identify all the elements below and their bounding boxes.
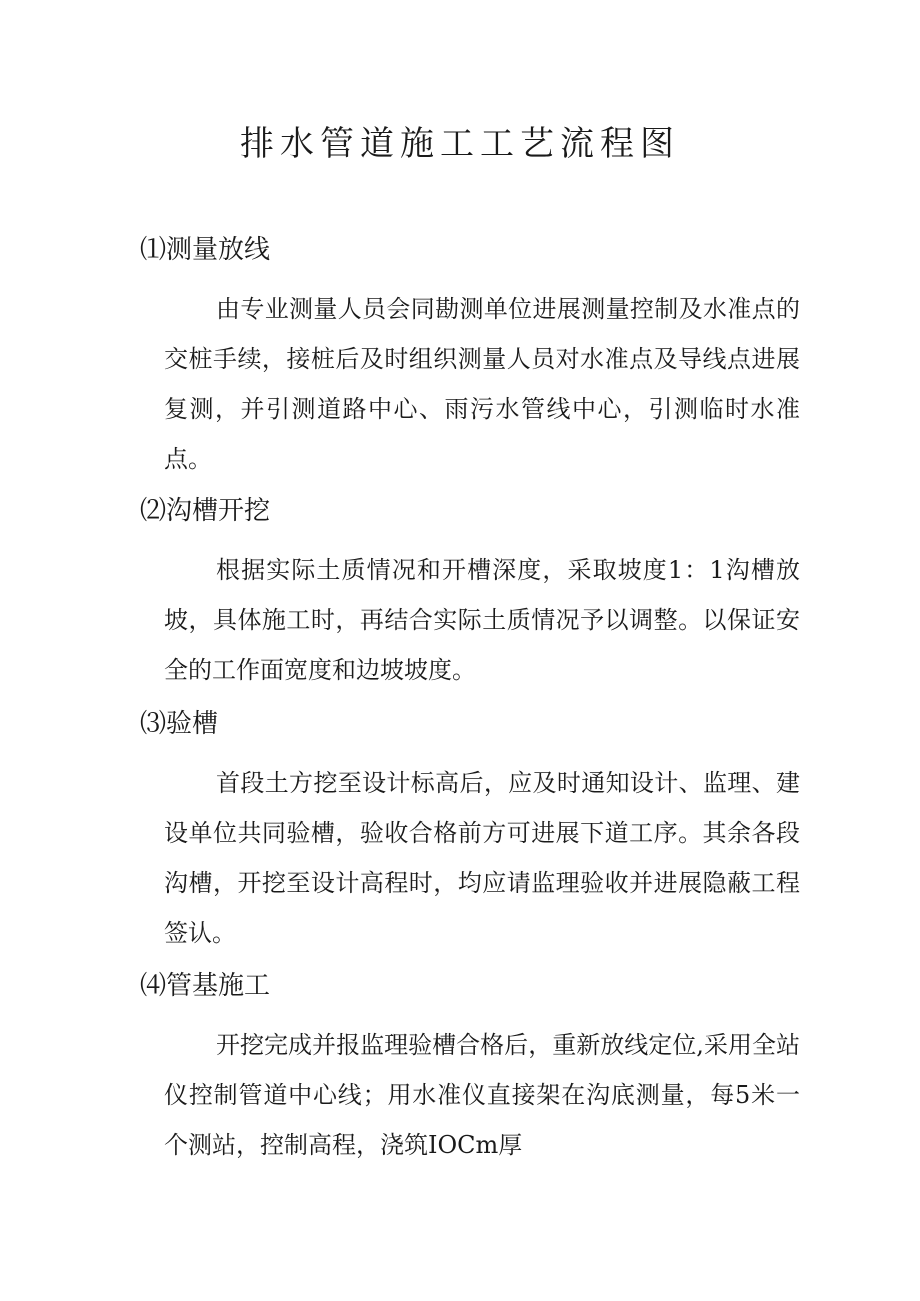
section-paragraph: 开挖完成并报监理验槽合格后，重新放线定位,采用全站仪控制管道中心线；用水准仪直接架在沟底测量，每5米一个测站，控制高程，浇筑IOCm厚	[164, 1031, 800, 1159]
section-heading: ⑶验槽	[140, 709, 219, 739]
section-pipe-foundation	[140, 966, 800, 1170]
section-survey	[140, 230, 800, 484]
section-heading: ⑵沟槽开挖	[140, 496, 271, 526]
section-trench-inspection	[140, 704, 800, 958]
section-trench-excavation	[140, 491, 800, 695]
section-heading: ⑴测量放线	[140, 235, 271, 265]
section-paragraph: 由专业测量人员会同勘测单位进展测量控制及水准点的交桩手续，接桩后及时组织测量人员对水准点及导线点进展复测，并引测道路中心、雨污水管线中心，引测临时水准点。	[164, 295, 800, 473]
document-title: 排水管道施工工艺流程图	[240, 124, 680, 164]
section-heading: ⑷管基施工	[140, 971, 271, 1001]
section-paragraph: 根据实际土质情况和开槽深度，采取坡度1：1沟槽放坡，具体施工时，再结合实际土质情况予以调整。以保证安全的工作面宽度和边坡坡度。	[164, 556, 800, 684]
section-paragraph: 首段土方挖至设计标高后，应及时通知设计、监理、建设单位共同验槽，验收合格前方可进展下道工序。其余各段沟槽，开挖至设计高程时，均应请监理验收并进展隐蔽工程签认。	[164, 769, 800, 947]
